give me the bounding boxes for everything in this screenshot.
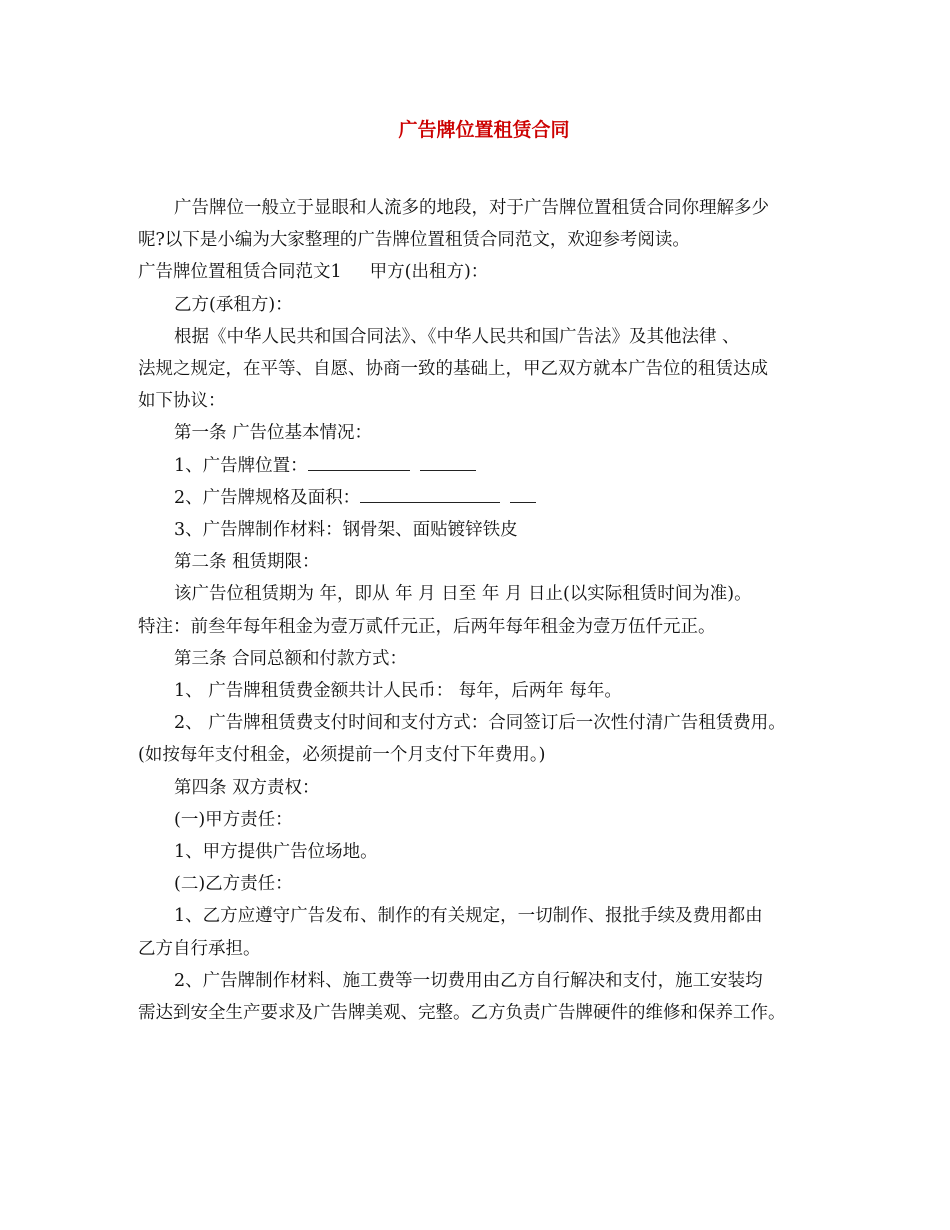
paragraph-line: 2、广告牌制作材料、施工费等一切费用由乙方自行解决和支付，施工安装均: [174, 970, 763, 991]
paragraph-line: 根据《中华人民共和国合同法》、《中华人民共和国广告法》及其他法律 、: [174, 326, 740, 347]
paragraph-line: 2、 广告牌租赁费支付时间和支付方式：合同签订后一次性付清广告租赁费用。: [174, 713, 786, 734]
location-blank: [308, 454, 410, 471]
paragraph-line: 3、广告牌制作材料：钢骨架、面贴镀锌铁皮: [174, 520, 518, 541]
paragraph-line: 广告牌位一般立于显眼和人流多的地段，对于广告牌位置租赁合同你理解多少: [174, 198, 769, 218]
paragraph-line: (一)甲方责任：: [174, 809, 293, 830]
paragraph-line: (如按每年支付租金，必须提前一个月支付下年费用。): [138, 745, 546, 766]
paragraph-line: 如下协议：: [138, 391, 226, 412]
article-heading: 第三条 合同总额和付款方式：: [174, 648, 408, 669]
document-body: [138, 192, 822, 1029]
paragraph-line: 法规之规定，在平等、自愿、协商一致的基础上，甲乙双方就本广告位的租赁达成: [138, 359, 768, 380]
sample-heading: 广告牌位置租赁合同范文1: [138, 262, 342, 283]
document-title: 广告牌位置租赁合同: [398, 119, 570, 141]
party-b-label: 乙方(承租方)：: [174, 294, 293, 315]
paragraph-line: 特注：前叁年每年租金为壹万贰仟元正，后两年每年租金为壹万伍仟元正。: [138, 616, 716, 637]
paragraph-line: 1、 广告牌租赁费金额共计人民币： 每年，后两年 每年。: [174, 681, 622, 702]
paragraph-line: 乙方自行承担。: [138, 938, 261, 959]
paragraph-line: [138, 482, 822, 514]
location-blank: [420, 454, 476, 471]
size-blank: [510, 486, 536, 503]
paragraph-line: [138, 450, 822, 482]
article-heading: 第一条 广告位基本情况：: [174, 423, 373, 444]
size-label: 2、广告牌规格及面积：: [174, 487, 361, 508]
location-label: 1、广告牌位置：: [174, 455, 308, 476]
paragraph-line: 1、乙方应遵守广告发布、制作的有关规定，一切制作、报批手续及费用都由: [174, 906, 763, 927]
article-heading: 第四条 双方责权：: [174, 777, 320, 798]
size-blank: [360, 486, 500, 503]
paragraph-line: (二)乙方责任：: [174, 874, 293, 895]
paragraph-line: [138, 256, 822, 288]
paragraph-line: 该广告位租赁期为 年，即从 年 月 日至 年 月 日止(以实际租赁时间为准)。: [174, 584, 752, 605]
paragraph-line: 呢?以下是小编为大家整理的广告牌位置租赁合同范文，欢迎参考阅读。: [138, 230, 690, 251]
article-heading: 第二条 租赁期限：: [174, 552, 320, 573]
paragraph-line: 1、甲方提供广告位场地。: [174, 842, 378, 863]
party-a-label: 甲方(出租方)：: [369, 262, 489, 283]
paragraph-line: 需达到安全生产要求及广告牌美观、完整。乙方负责广告牌硬件的维修和保养工作。: [138, 1003, 786, 1024]
